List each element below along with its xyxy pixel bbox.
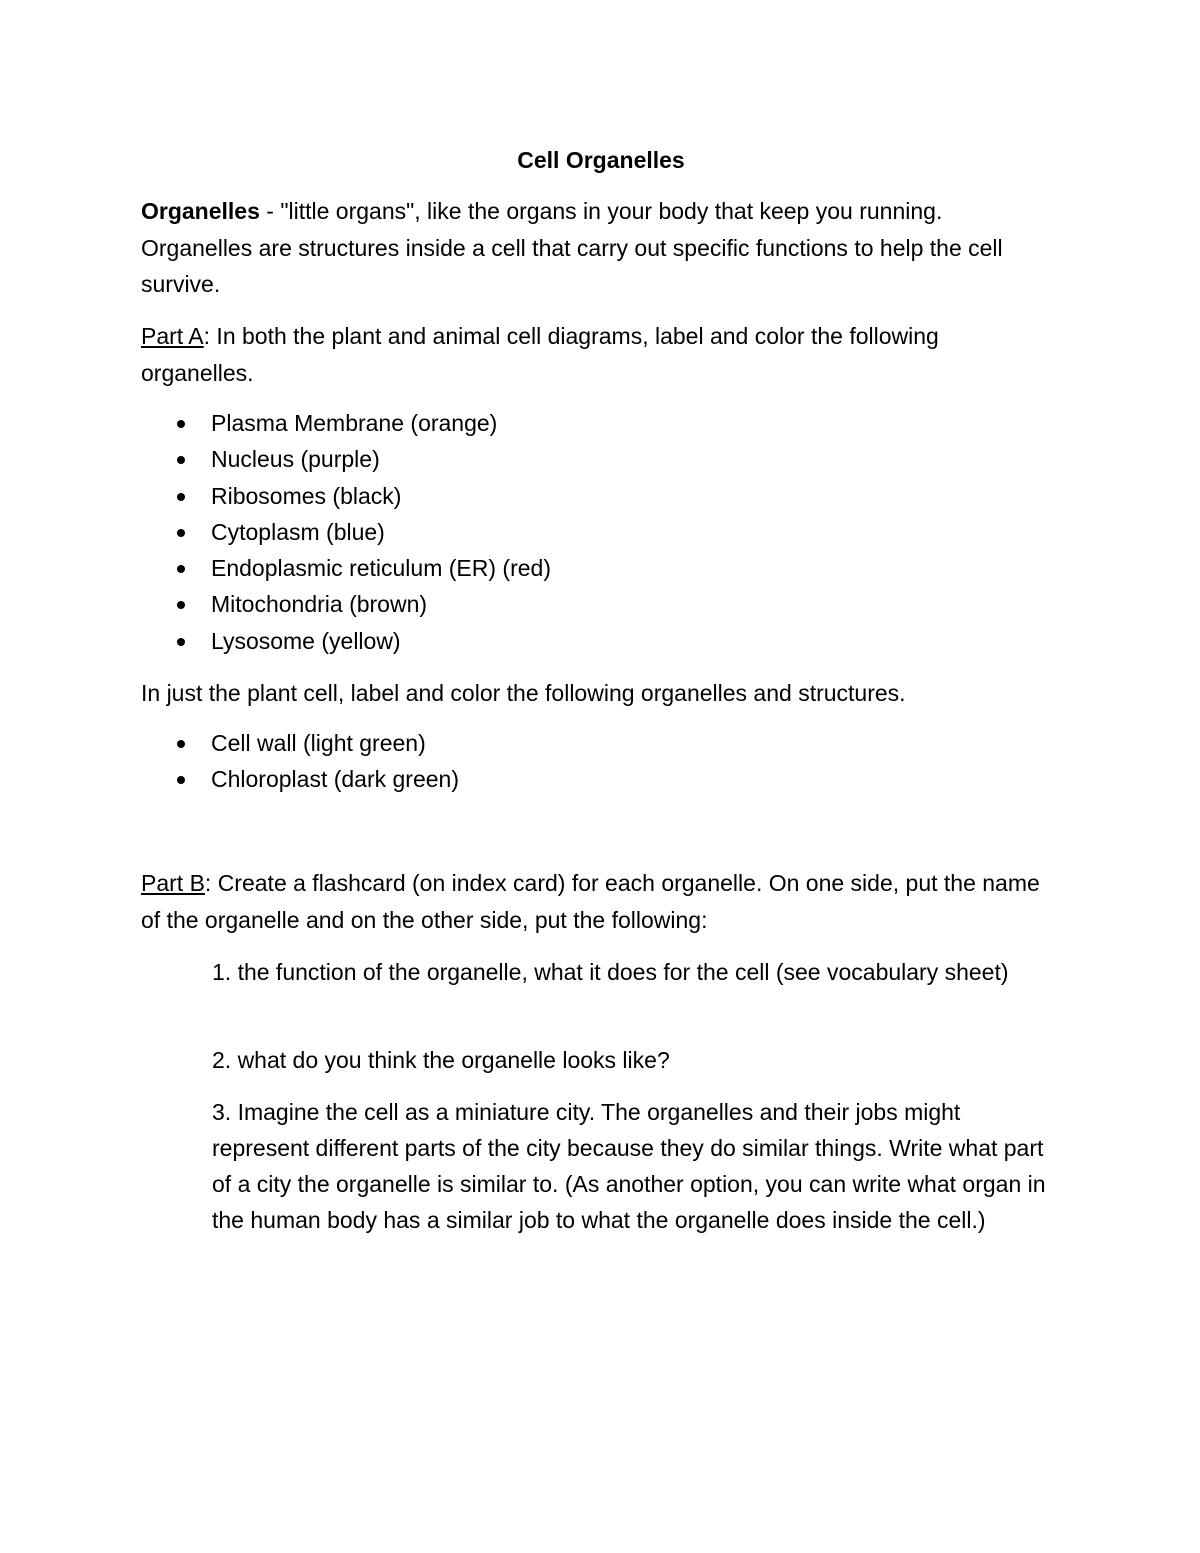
plant-organelle-list — [141, 725, 459, 798]
list-item: Lysosome (yellow) — [141, 623, 551, 659]
bullet-icon — [177, 776, 185, 784]
bullet-icon — [177, 740, 185, 748]
bullet-icon — [177, 638, 185, 646]
step-1: 1. the function of the organelle, what it does for the cell (see vocabulary sheet) — [212, 959, 1009, 985]
list-item: Mitochondria (brown) — [141, 586, 551, 622]
bullet-icon — [177, 529, 185, 537]
list-item: Plasma Membrane (orange) — [141, 405, 551, 441]
intro-term: Organelles — [141, 198, 260, 224]
document-page — [141, 0, 1061, 1553]
step-3: 3. Imagine the cell as a miniature city. The organelles and their jobs might represent different parts of the city because they do similar things. Write what part of a city the organelle is similar to. (As another option, you can write what organ in the human body has a similar job to what the organelle does inside the cell.) — [212, 1099, 1046, 1233]
intro-paragraph — [141, 193, 1051, 303]
list-item: Cytoplasm (blue) — [141, 514, 551, 550]
plant-cell-instruction: In just the plant cell, label and color the following organelles and structures. — [141, 680, 906, 706]
bullet-icon — [177, 456, 185, 464]
bullet-icon — [177, 420, 185, 428]
part-a-instruction: : In both the plant and animal cell diagrams, label and color the following organelles. — [141, 323, 939, 386]
bullet-icon — [177, 565, 185, 573]
part-b-instruction: : Create a flashcard (on index card) for each organelle. On one side, put the name of the organelle and on the other side, put the following: — [141, 870, 1040, 933]
list-item: Ribosomes (black) — [141, 478, 551, 514]
list-item: Cell wall (light green) — [141, 725, 459, 761]
step-2: 2. what do you think the organelle looks like? — [212, 1047, 670, 1073]
part-b-paragraph — [141, 865, 1051, 938]
page-title: Cell Organelles — [517, 147, 685, 173]
bullet-icon — [177, 493, 185, 501]
part-a-label: Part A — [141, 323, 204, 349]
organelle-list — [141, 405, 551, 659]
list-item: Chloroplast (dark green) — [141, 761, 459, 797]
bullet-icon — [177, 601, 185, 609]
list-item: Endoplasmic reticulum (ER) (red) — [141, 550, 551, 586]
list-item: Nucleus (purple) — [141, 441, 551, 477]
intro-definition: - "little organs", like the organs in your body that keep you running. Organelles are structures inside a cell that carry out specific functions to help the cell survive. — [141, 198, 1003, 297]
part-a-paragraph — [141, 318, 1051, 391]
part-b-label: Part B — [141, 870, 205, 896]
